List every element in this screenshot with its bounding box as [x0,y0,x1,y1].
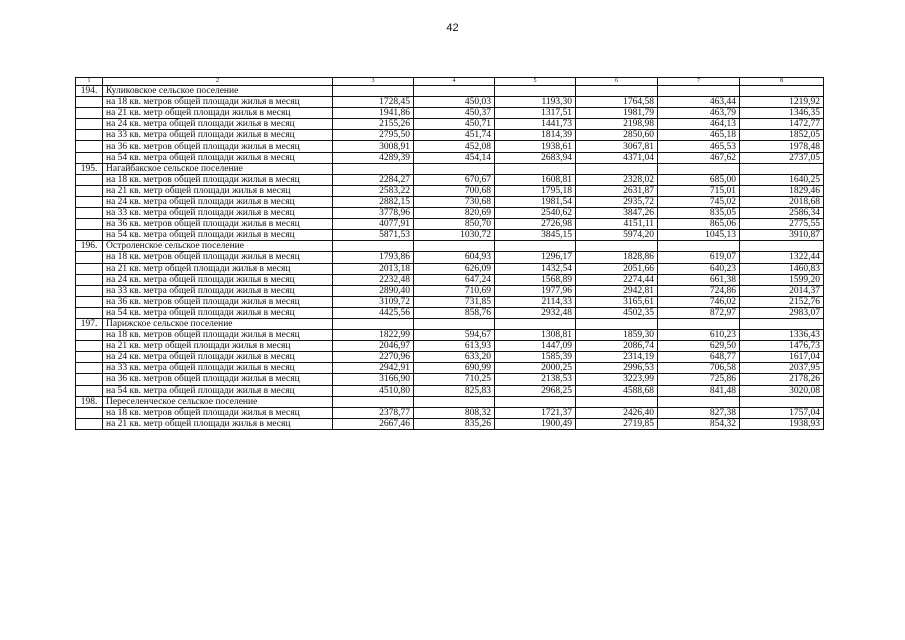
table-row [76,263,824,274]
empty-cell [576,86,658,97]
row-description: на 54 кв. метра общей площади жилья в месяц [103,230,333,241]
table-row [76,296,824,307]
row-description: на 24 кв. метра общей площади жилья в месяц [103,196,333,207]
value-cell: 3020,08 [740,385,824,396]
value-cell: 1793,86 [333,252,414,263]
empty-cell [333,396,414,407]
value-cell: 3165,61 [576,296,658,307]
empty-cell [76,119,103,130]
value-cell: 451,74 [414,130,495,141]
value-cell: 467,62 [658,152,740,163]
value-cell: 858,76 [414,307,495,318]
empty-cell [76,330,103,341]
value-cell: 2284,27 [333,174,414,185]
section-number: 198. [76,396,103,407]
value-cell: 835,05 [658,208,740,219]
table-row [76,130,824,141]
value-cell: 4588,68 [576,385,658,396]
value-cell: 2378,77 [333,407,414,418]
empty-cell [76,152,103,163]
empty-cell [76,185,103,196]
row-description: на 18 кв. метров общей площади жилья в месяц [103,330,333,341]
value-cell: 1193,30 [495,97,576,108]
value-cell: 731,85 [414,296,495,307]
empty-cell [76,307,103,318]
table-row [76,307,824,318]
value-cell: 4077,91 [333,219,414,230]
table-row [76,407,824,418]
value-cell: 2013,18 [333,263,414,274]
value-cell: 808,32 [414,407,495,418]
value-cell: 1764,58 [576,97,658,108]
value-cell: 865,06 [658,219,740,230]
value-cell: 1900,49 [495,418,576,429]
value-cell: 5871,53 [333,230,414,241]
empty-cell [76,130,103,141]
value-cell: 2051,66 [576,263,658,274]
table-row [76,174,824,185]
value-cell: 452,08 [414,141,495,152]
section-title: Куликовское сельское поселение [103,86,333,97]
column-number: 5 [495,78,576,86]
value-cell: 2942,91 [333,363,414,374]
table-row [76,385,824,396]
value-cell: 4289,39 [333,152,414,163]
empty-cell [576,396,658,407]
empty-cell [414,318,495,329]
value-cell: 3166,90 [333,374,414,385]
value-cell: 465,18 [658,130,740,141]
value-cell: 450,71 [414,119,495,130]
row-description: на 54 кв. метра общей площади жилья в месяц [103,385,333,396]
value-cell: 1568,89 [495,274,576,285]
empty-cell [658,396,740,407]
row-description: на 18 кв. метров общей площади жилья в месяц [103,252,333,263]
empty-cell [495,163,576,174]
table-row [76,152,824,163]
table-row [76,219,824,230]
row-description: на 18 кв. метров общей площади жилья в месяц [103,407,333,418]
table-row [76,141,824,152]
value-cell: 464,13 [658,119,740,130]
table-row [76,230,824,241]
empty-cell [495,241,576,252]
value-cell: 1829,46 [740,185,824,196]
value-cell: 1938,61 [495,141,576,152]
empty-cell [76,230,103,241]
value-cell: 1981,54 [495,196,576,207]
empty-cell [76,252,103,263]
value-cell: 872,97 [658,307,740,318]
section-header-row [76,396,824,407]
value-cell: 1981,79 [576,108,658,119]
empty-cell [76,352,103,363]
value-cell: 629,50 [658,341,740,352]
empty-cell [333,318,414,329]
section-number: 196. [76,241,103,252]
row-description: на 21 кв. метр общей площади жилья в месяц [103,418,333,429]
value-cell: 2667,46 [333,418,414,429]
value-cell: 5974,20 [576,230,658,241]
empty-cell [740,86,824,97]
value-cell: 1822,99 [333,330,414,341]
page-number: 42 [446,22,459,34]
empty-cell [76,418,103,429]
value-cell: 4510,80 [333,385,414,396]
empty-cell [76,208,103,219]
value-cell: 1460,83 [740,263,824,274]
value-cell: 465,53 [658,141,740,152]
value-cell: 820,69 [414,208,495,219]
table-row [76,330,824,341]
value-cell: 1814,39 [495,130,576,141]
value-cell: 2882,15 [333,196,414,207]
value-cell: 604,93 [414,252,495,263]
row-description: на 36 кв. метров общей площади жилья в месяц [103,296,333,307]
empty-cell [414,396,495,407]
section-title: Нагайбакское сельское поселение [103,163,333,174]
empty-cell [495,318,576,329]
empty-cell [740,318,824,329]
value-cell: 685,00 [658,174,740,185]
value-cell: 745,02 [658,196,740,207]
empty-cell [76,108,103,119]
value-cell: 1978,48 [740,141,824,152]
empty-cell [76,407,103,418]
value-cell: 2314,19 [576,352,658,363]
value-cell: 2726,98 [495,219,576,230]
row-description: на 36 кв. метров общей площади жилья в месяц [103,374,333,385]
value-cell: 1432,54 [495,263,576,274]
value-cell: 661,38 [658,274,740,285]
empty-cell [76,385,103,396]
row-description: на 36 кв. метров общей площади жилья в месяц [103,141,333,152]
value-cell: 648,77 [658,352,740,363]
column-number: 7 [658,78,740,86]
empty-cell [76,374,103,385]
section-number: 195. [76,163,103,174]
value-cell: 2426,40 [576,407,658,418]
value-cell: 4151,11 [576,219,658,230]
value-cell: 854,32 [658,418,740,429]
value-cell: 706,58 [658,363,740,374]
row-description: на 18 кв. метров общей площади жилья в месяц [103,174,333,185]
value-cell: 1938,93 [740,418,824,429]
empty-cell [76,363,103,374]
table-row [76,196,824,207]
value-cell: 1828,86 [576,252,658,263]
table-row [76,97,824,108]
empty-cell [414,241,495,252]
empty-cell [76,274,103,285]
empty-cell [333,163,414,174]
value-cell: 594,67 [414,330,495,341]
value-cell: 2890,40 [333,285,414,296]
value-cell: 4425,56 [333,307,414,318]
value-cell: 2138,53 [495,374,576,385]
value-cell: 1308,81 [495,330,576,341]
value-cell: 1617,04 [740,352,824,363]
value-cell: 1317,51 [495,108,576,119]
value-cell: 2114,33 [495,296,576,307]
table-row [76,363,824,374]
column-number: 6 [576,78,658,86]
row-description: на 24 кв. метра общей площади жилья в месяц [103,119,333,130]
empty-cell [658,86,740,97]
value-cell: 3067,81 [576,141,658,152]
value-cell: 690,99 [414,363,495,374]
value-cell: 715,01 [658,185,740,196]
value-cell: 2046,97 [333,341,414,352]
value-cell: 670,67 [414,174,495,185]
value-cell: 835,26 [414,418,495,429]
value-cell: 700,68 [414,185,495,196]
section-header-row [76,241,824,252]
value-cell: 1585,39 [495,352,576,363]
section-title: Переселенческое сельское поселение [103,396,333,407]
table-row [76,208,824,219]
value-cell: 825,83 [414,385,495,396]
value-cell: 2270,96 [333,352,414,363]
empty-cell [333,241,414,252]
value-cell: 1472,77 [740,119,824,130]
value-cell: 2795,50 [333,130,414,141]
value-cell: 640,23 [658,263,740,274]
table-row [76,108,824,119]
value-cell: 2274,44 [576,274,658,285]
value-cell: 2719,85 [576,418,658,429]
value-cell: 647,24 [414,274,495,285]
value-cell: 2152,76 [740,296,824,307]
row-description: на 54 кв. метра общей площади жилья в месяц [103,152,333,163]
empty-cell [495,86,576,97]
value-cell: 2198,98 [576,119,658,130]
value-cell: 2683,94 [495,152,576,163]
table-row [76,252,824,263]
value-cell: 1045,13 [658,230,740,241]
value-cell: 2983,07 [740,307,824,318]
value-cell: 2737,05 [740,152,824,163]
value-cell: 827,38 [658,407,740,418]
row-description: на 54 кв. метра общей площади жилья в месяц [103,307,333,318]
value-cell: 450,37 [414,108,495,119]
value-cell: 454,14 [414,152,495,163]
empty-cell [76,296,103,307]
value-cell: 1599,20 [740,274,824,285]
empty-cell [76,141,103,152]
empty-cell [740,163,824,174]
section-number: 194. [76,86,103,97]
column-number-row [76,78,824,86]
value-cell: 1640,25 [740,174,824,185]
value-cell: 841,48 [658,385,740,396]
empty-cell [76,263,103,274]
value-cell: 2935,72 [576,196,658,207]
value-cell: 4371,04 [576,152,658,163]
empty-cell [76,341,103,352]
value-cell: 2968,25 [495,385,576,396]
value-cell: 1728,45 [333,97,414,108]
empty-cell [576,318,658,329]
value-cell: 2583,22 [333,185,414,196]
value-cell: 1852,05 [740,130,824,141]
value-cell: 1977,96 [495,285,576,296]
value-cell: 2232,48 [333,274,414,285]
row-description: на 24 кв. метра общей площади жилья в месяц [103,352,333,363]
value-cell: 3223,99 [576,374,658,385]
row-description: на 33 кв. метра общей площади жилья в месяц [103,363,333,374]
value-cell: 2178,26 [740,374,824,385]
section-title: Парижское сельское поселение [103,318,333,329]
value-cell: 610,23 [658,330,740,341]
value-cell: 2155,26 [333,119,414,130]
value-cell: 1030,72 [414,230,495,241]
row-description: на 21 кв. метр общей площади жилья в месяц [103,185,333,196]
table-row [76,274,824,285]
value-cell: 1941,86 [333,108,414,119]
value-cell: 1757,04 [740,407,824,418]
value-cell: 3008,91 [333,141,414,152]
value-cell: 2932,48 [495,307,576,318]
value-cell: 1346,35 [740,108,824,119]
empty-cell [576,163,658,174]
value-cell: 2086,74 [576,341,658,352]
empty-cell [658,318,740,329]
section-title: Остроленское сельское поселение [103,241,333,252]
empty-cell [658,163,740,174]
value-cell: 1447,09 [495,341,576,352]
value-cell: 3847,26 [576,208,658,219]
value-cell: 1859,30 [576,330,658,341]
column-number: 4 [414,78,495,86]
value-cell: 626,09 [414,263,495,274]
column-number: 2 [103,78,333,86]
value-cell: 619,07 [658,252,740,263]
value-cell: 613,93 [414,341,495,352]
value-cell: 3109,72 [333,296,414,307]
empty-cell [76,97,103,108]
value-cell: 3910,87 [740,230,824,241]
value-cell: 2014,37 [740,285,824,296]
empty-cell [740,396,824,407]
value-cell: 2037,95 [740,363,824,374]
value-cell: 450,03 [414,97,495,108]
table-body [76,78,824,430]
value-cell: 725,86 [658,374,740,385]
value-cell: 3778,96 [333,208,414,219]
value-cell: 633,20 [414,352,495,363]
value-cell: 2000,25 [495,363,576,374]
section-number: 197. [76,318,103,329]
table-row [76,185,824,196]
section-header-row [76,163,824,174]
table-row [76,352,824,363]
value-cell: 2850,60 [576,130,658,141]
value-cell: 730,68 [414,196,495,207]
value-cell: 3845,15 [495,230,576,241]
value-cell: 710,69 [414,285,495,296]
table-row [76,119,824,130]
empty-cell [414,163,495,174]
value-cell: 1721,37 [495,407,576,418]
table-row [76,418,824,429]
empty-cell [495,396,576,407]
row-description: на 36 кв. метров общей площади жилья в месяц [103,219,333,230]
empty-cell [414,86,495,97]
value-cell: 463,44 [658,97,740,108]
value-cell: 1476,73 [740,341,824,352]
table-row [76,285,824,296]
value-cell: 2018,68 [740,196,824,207]
value-cell: 2540,62 [495,208,576,219]
value-cell: 710,25 [414,374,495,385]
empty-cell [76,174,103,185]
row-description: на 24 кв. метра общей площади жилья в месяц [103,274,333,285]
value-cell: 1296,17 [495,252,576,263]
row-description: на 33 кв. метра общей площади жилья в месяц [103,208,333,219]
empty-cell [576,241,658,252]
value-cell: 1608,81 [495,174,576,185]
row-description: на 33 кв. метра общей площади жилья в месяц [103,130,333,141]
value-cell: 4502,35 [576,307,658,318]
section-header-row [76,318,824,329]
table-row [76,374,824,385]
value-cell: 1322,44 [740,252,824,263]
empty-cell [333,86,414,97]
column-number: 8 [740,78,824,86]
value-cell: 2775,55 [740,219,824,230]
value-cell: 463,79 [658,108,740,119]
table-row [76,341,824,352]
value-cell: 2631,87 [576,185,658,196]
empty-cell [76,196,103,207]
empty-cell [76,219,103,230]
empty-cell [740,241,824,252]
value-cell: 746,02 [658,296,740,307]
empty-cell [76,285,103,296]
row-description: на 21 кв. метр общей площади жилья в месяц [103,108,333,119]
tariff-table [75,77,824,430]
column-number: 3 [333,78,414,86]
column-number: 1 [76,78,103,86]
value-cell: 1795,18 [495,185,576,196]
value-cell: 1219,92 [740,97,824,108]
value-cell: 2586,34 [740,208,824,219]
value-cell: 1441,73 [495,119,576,130]
value-cell: 850,70 [414,219,495,230]
value-cell: 2328,02 [576,174,658,185]
row-description: на 21 кв. метр общей площади жилья в месяц [103,263,333,274]
value-cell: 1336,43 [740,330,824,341]
row-description: на 21 кв. метр общей площади жилья в месяц [103,341,333,352]
row-description: на 33 кв. метра общей площади жилья в месяц [103,285,333,296]
value-cell: 2942,81 [576,285,658,296]
row-description: на 18 кв. метров общей площади жилья в месяц [103,97,333,108]
value-cell: 724,86 [658,285,740,296]
empty-cell [658,241,740,252]
section-header-row [76,86,824,97]
value-cell: 2996,53 [576,363,658,374]
